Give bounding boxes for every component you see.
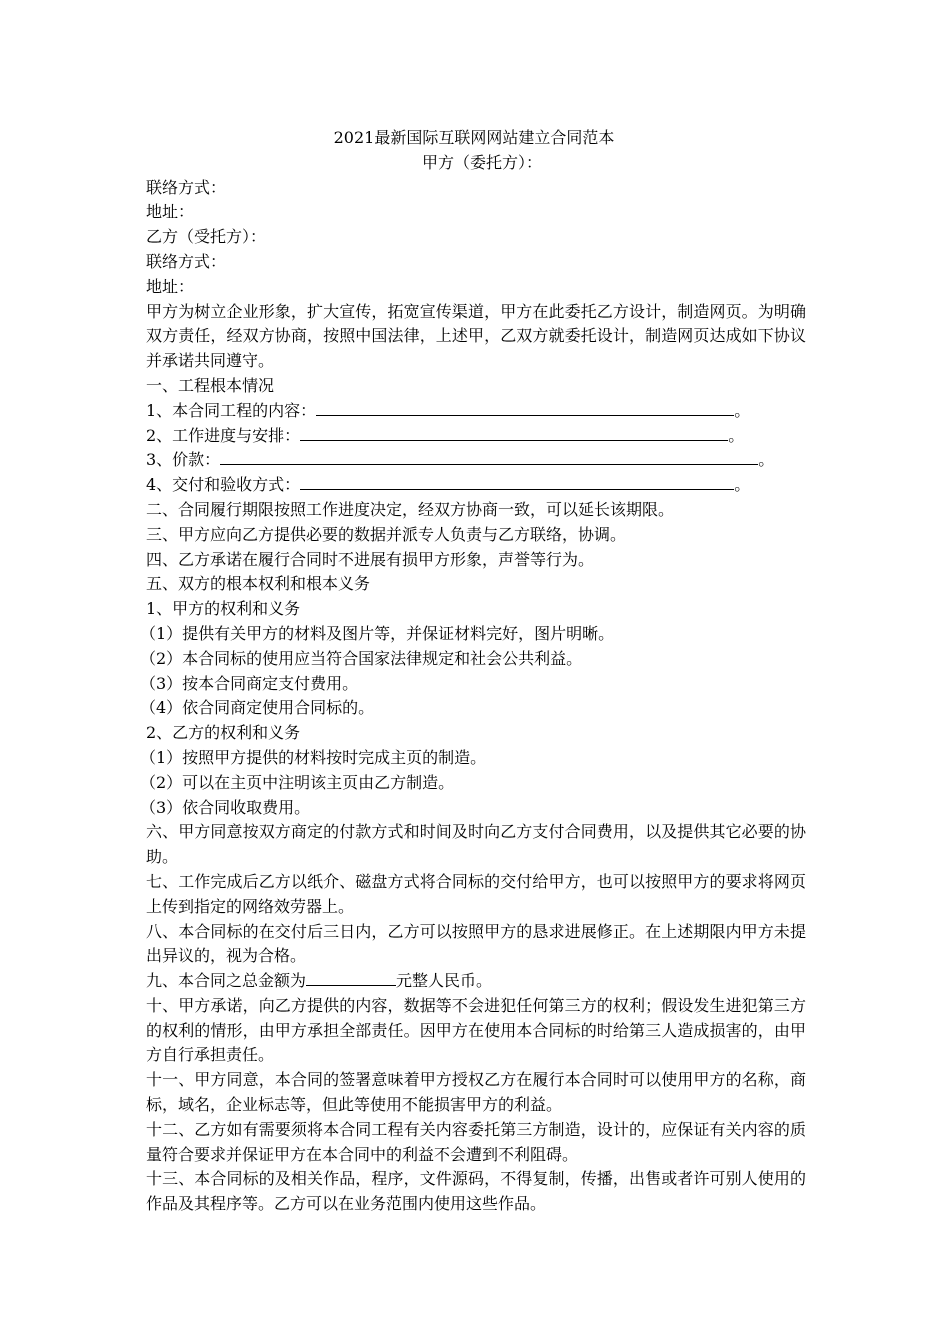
party-a-contact: 联络方式： [146,177,227,197]
party-a-right-2: （2）本合同标的使用应当符合国家法律规定和社会公共利益。 [140,648,583,668]
end-mark: 。 [734,400,751,420]
section-4: 四、乙方承诺在履行合同时不进展有损甲方形象，声誉等行为。 [146,549,595,569]
section-6: 六、甲方同意按双方商定的付款方式和时间及时向乙方支付合同费用，以及提供其它必要的协助。 [146,822,806,867]
section-9-prefix: 九、本合同之总金额为 [146,971,307,991]
section-1-heading: 一、工程根本情况 [146,375,275,395]
end-mark: 。 [734,475,751,495]
section-8: 八、本合同标的在交付后三日内，乙方可以按照甲方的恳求进展修正。在上述期限内甲方未提出异议的，视为合格。 [146,921,806,966]
section-11: 十一、甲方同意，本合同的签署意味着甲方授权乙方在履行本合同时可以使用甲方的名称，商标，域名，企业标志等，但此等使用不能损害甲方的利益。 [146,1070,806,1115]
end-mark: 。 [728,425,745,445]
party-b-right-3: （3）依合同收取费用。 [140,797,311,817]
party-a-right-3: （3）按本合同商定支付费用。 [140,673,359,693]
party-a-rights-heading: 1、甲方的权利和义务 [146,599,301,619]
section-10: 十、甲方承诺，向乙方提供的内容，数据等不会进犯任何第三方的权利；假设发生进犯第三方的权利的情形，由甲方承担全部责任。因甲方在使用本合同标的时给第三人造成损害的，由甲方自行承担责任。 [146,995,806,1065]
amount-blank [306,970,396,986]
party-a-label: 甲方（委托方）： [421,152,542,172]
end-mark: 。 [758,450,775,470]
section-7: 七、工作完成后乙方以纸介、磁盘方式将合同标的交付给甲方，也可以按照甲方的要求将网页上传到指定的网络效劳器上。 [146,871,806,916]
section-5-heading: 五、双方的根本权利和根本义务 [146,574,371,594]
blank-line [316,400,734,416]
item-price [146,448,806,473]
section-12: 十二、乙方如有需要须将本合同工程有关内容委托第三方制造，设计的，应保证有关内容的质量符合要求并保证甲方在本合同中的利益不会遭到不利阻碍。 [146,1119,806,1164]
section-2: 二、合同履行期限按照工作进度决定，经双方协商一致，可以延长该期限。 [146,499,675,519]
intro-paragraph: 甲方为树立企业形象，扩大宣传，拓宽宣传渠道，甲方在此委托乙方设计，制造网页。为明确双方责任，经双方协商，按照中国法律，上述甲，乙双方就委托设计，制造网页达成如下协议并承诺共同遵守。 [146,301,806,371]
document-title: 2021最新国际互联网网站建立合同范本 [333,128,615,147]
party-b-address: 地址： [146,276,195,296]
party-a-right-4: （4）依合同商定使用合同标的。 [140,698,375,718]
item-delivery-label: 4、交付和验收方式： [146,475,301,495]
contract-body [140,126,806,1217]
party-b-right-1: （1）按照甲方提供的材料按时完成主页的制造。 [140,747,487,767]
blank-line [220,449,758,465]
item-delivery [146,473,806,498]
section-9-suffix: 元整人民币。 [396,971,493,991]
item-price-label: 3、价款： [146,450,221,470]
party-b-right-2: （2）可以在主页中注明该主页由乙方制造。 [140,772,455,792]
party-b-contact: 联络方式： [146,251,227,271]
blank-line [300,425,728,441]
party-b-rights-heading: 2、乙方的权利和义务 [146,723,301,743]
party-b-label: 乙方（受托方）： [146,227,267,247]
item-project-content-label: 1、本合同工程的内容： [146,400,317,420]
section-13: 十三、本合同标的及相关作品，程序，文件源码，不得复制，传播，出售或者许可别人使用的作品及其程序等。乙方可以在业务范围内使用这些作品。 [146,1169,806,1214]
party-a-address: 地址： [146,202,195,222]
item-project-content [146,399,806,424]
section-3: 三、甲方应向乙方提供必要的数据并派专人负责与乙方联络，协调。 [146,524,627,544]
item-schedule-label: 2、工作进度与安排： [146,425,301,445]
item-schedule [146,424,806,449]
blank-line [300,474,734,490]
section-9 [146,969,806,994]
party-a-right-1: （1）提供有关甲方的材料及图片等，并保证材料完好，图片明晰。 [140,623,615,643]
